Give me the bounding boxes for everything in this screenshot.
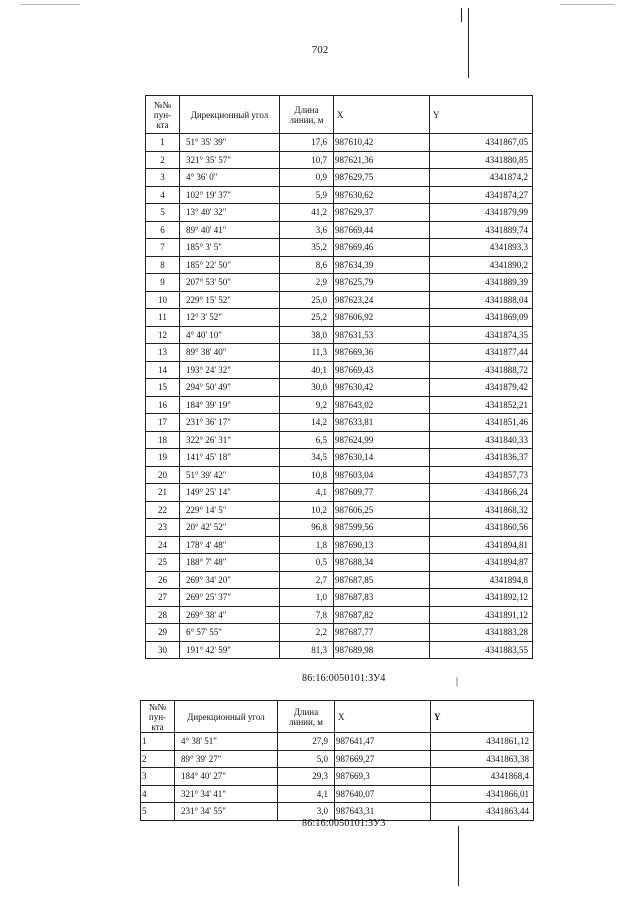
line-length-cell: 14,2 [280, 414, 334, 432]
line-length-cell: 10,2 [280, 501, 334, 519]
y-coordinate-cell: 4341869,09 [430, 309, 533, 327]
table-row [146, 379, 533, 397]
line-length-cell: 2,7 [280, 571, 334, 589]
header-y: Y [431, 701, 534, 733]
x-coordinate-cell: 987630,14 [334, 449, 430, 467]
point-number-cell: 1 [146, 134, 180, 152]
direction-angle-cell: 185° 22' 50" [180, 256, 280, 274]
y-coordinate-cell: 4341874,2 [430, 169, 533, 187]
direction-angle-cell: 102° 19' 37" [180, 186, 280, 204]
table-row [146, 624, 533, 642]
x-coordinate-cell: 987634,39 [334, 256, 430, 274]
line-length-cell: 0,9 [280, 169, 334, 187]
table-row [146, 554, 533, 572]
line-length-cell: 4,1 [278, 785, 335, 803]
line-length-cell: 5,0 [278, 750, 335, 768]
direction-angle-cell: 149° 25' 14" [180, 484, 280, 502]
line-length-cell: 7,8 [280, 606, 334, 624]
x-coordinate-cell: 987599,56 [334, 519, 430, 537]
line-length-cell: 25,2 [280, 309, 334, 327]
line-length-cell: 3,6 [280, 221, 334, 239]
tick-mark: | [456, 676, 459, 687]
direction-angle-cell: 229° 15' 52" [180, 291, 280, 309]
point-number-cell: 25 [146, 554, 180, 572]
point-number-cell: 11 [146, 309, 180, 327]
y-coordinate-cell: 4341893,3 [430, 239, 533, 257]
x-coordinate-cell: 987669,44 [334, 221, 430, 239]
direction-angle-cell: 188° 7' 48" [180, 554, 280, 572]
y-coordinate-cell: 4341894,81 [430, 536, 533, 554]
x-coordinate-cell: 987687,83 [334, 589, 430, 607]
table-row [146, 396, 533, 414]
x-coordinate-cell: 987669,27 [335, 750, 431, 768]
x-coordinate-cell: 987606,25 [334, 501, 430, 519]
direction-angle-cell: 184° 39' 19" [180, 396, 280, 414]
direction-angle-cell: 269° 25' 37" [180, 589, 280, 607]
point-number-cell: 16 [146, 396, 180, 414]
point-number-cell: 1 [141, 733, 175, 751]
table-row [146, 239, 533, 257]
scan-artifact-top-right [560, 4, 615, 5]
y-coordinate-cell: 4341888,72 [430, 361, 533, 379]
direction-angle-cell: 6° 57' 55" [180, 624, 280, 642]
table-header-row [141, 701, 534, 733]
coordinates-table-zu3 [140, 700, 534, 821]
point-number-cell: 18 [146, 431, 180, 449]
y-coordinate-cell: 4341863,44 [431, 803, 534, 821]
line-length-cell: 38,0 [280, 326, 334, 344]
table-row [146, 344, 533, 362]
direction-angle-cell: 321° 35' 57" [180, 151, 280, 169]
table-row [146, 326, 533, 344]
x-coordinate-cell: 987630,42 [334, 379, 430, 397]
table-row [141, 785, 534, 803]
x-coordinate-cell: 987609,77 [334, 484, 430, 502]
direction-angle-cell: 229° 14' 5" [180, 501, 280, 519]
direction-angle-cell: 294° 50' 49" [180, 379, 280, 397]
direction-angle-cell: 89° 38' 40" [180, 344, 280, 362]
table-row [146, 221, 533, 239]
direction-angle-cell: 269° 34' 20" [180, 571, 280, 589]
direction-angle-cell: 269° 38' 4" [180, 606, 280, 624]
table-row [146, 484, 533, 502]
x-coordinate-cell: 987631,53 [334, 326, 430, 344]
table-row [146, 361, 533, 379]
header-direction-angle: Дирекционный угол [180, 96, 280, 134]
table-row [146, 606, 533, 624]
x-coordinate-cell: 987687,85 [334, 571, 430, 589]
point-number-cell: 4 [141, 785, 175, 803]
table-row [146, 204, 533, 222]
point-number-cell: 2 [146, 151, 180, 169]
table-row [146, 309, 533, 327]
line-length-cell: 29,3 [278, 768, 335, 786]
point-number-cell: 15 [146, 379, 180, 397]
x-coordinate-cell: 987623,24 [334, 291, 430, 309]
point-number-cell: 6 [146, 221, 180, 239]
direction-angle-cell: 4° 36' 0" [180, 169, 280, 187]
direction-angle-cell: 51° 35' 39" [180, 134, 280, 152]
line-length-cell: 1,8 [280, 536, 334, 554]
table-row [146, 291, 533, 309]
y-coordinate-cell: 4341866,24 [430, 484, 533, 502]
header-line-length: Длина линии, м [278, 701, 335, 733]
header-point-number: №№ пун-кта [141, 701, 175, 733]
line-length-cell: 11,3 [280, 344, 334, 362]
direction-angle-cell: 207° 53' 50" [180, 274, 280, 292]
scan-artifact-top-left [20, 4, 80, 5]
x-coordinate-cell: 987689,98 [334, 641, 430, 659]
margin-line-top-2 [461, 8, 462, 22]
y-coordinate-cell: 4341866,01 [431, 785, 534, 803]
line-length-cell: 30,0 [280, 379, 334, 397]
x-coordinate-cell: 987621,36 [334, 151, 430, 169]
x-coordinate-cell: 987669,36 [334, 344, 430, 362]
line-length-cell: 27,9 [278, 733, 335, 751]
line-length-cell: 10,8 [280, 466, 334, 484]
table-row [146, 186, 533, 204]
header-line-length: Длина линии, м [280, 96, 334, 134]
x-coordinate-cell: 987643,02 [334, 396, 430, 414]
table-row [146, 641, 533, 659]
y-coordinate-cell: 4341889,39 [430, 274, 533, 292]
y-coordinate-cell: 4341836,37 [430, 449, 533, 467]
line-length-cell: 34,5 [280, 449, 334, 467]
direction-angle-cell: 185° 3' 5" [180, 239, 280, 257]
y-coordinate-cell: 4341879,99 [430, 204, 533, 222]
direction-angle-cell: 4° 38' 51" [175, 733, 278, 751]
y-coordinate-cell: 4341861,12 [431, 733, 534, 751]
point-number-cell: 17 [146, 414, 180, 432]
x-coordinate-cell: 987610,42 [334, 134, 430, 152]
direction-angle-cell: 13° 40' 32" [180, 204, 280, 222]
line-length-cell: 2,2 [280, 624, 334, 642]
header-direction-angle: Дирекционный угол [175, 701, 278, 733]
x-coordinate-cell: 987690,13 [334, 536, 430, 554]
x-coordinate-cell: 987643,31 [335, 803, 431, 821]
table-row [146, 589, 533, 607]
table-row [146, 536, 533, 554]
x-coordinate-cell: 987687,77 [334, 624, 430, 642]
direction-angle-cell: 191° 42' 59" [180, 641, 280, 659]
point-number-cell: 14 [146, 361, 180, 379]
table-row [146, 151, 533, 169]
table-row [146, 501, 533, 519]
line-length-cell: 9,2 [280, 396, 334, 414]
x-coordinate-cell: 987625,79 [334, 274, 430, 292]
table-header-row [146, 96, 533, 134]
point-number-cell: 29 [146, 624, 180, 642]
line-length-cell: 10,7 [280, 151, 334, 169]
point-number-cell: 8 [146, 256, 180, 274]
header-y: Y [430, 96, 533, 134]
direction-angle-cell: 20° 42' 52" [180, 519, 280, 537]
point-number-cell: 28 [146, 606, 180, 624]
y-coordinate-cell: 4341892,12 [430, 589, 533, 607]
y-coordinate-cell: 4341883,55 [430, 641, 533, 659]
y-coordinate-cell: 4341879,42 [430, 379, 533, 397]
point-number-cell: 9 [146, 274, 180, 292]
direction-angle-cell: 4° 40' 10" [180, 326, 280, 344]
line-length-cell: 96,8 [280, 519, 334, 537]
x-coordinate-cell: 987669,46 [334, 239, 430, 257]
direction-angle-cell: 141° 45' 18" [180, 449, 280, 467]
direction-angle-cell: 51° 39' 42" [180, 466, 280, 484]
y-coordinate-cell: 4341894,87 [430, 554, 533, 572]
coordinates-table-zu4 [145, 95, 533, 659]
point-number-cell: 22 [146, 501, 180, 519]
point-number-cell: 23 [146, 519, 180, 537]
y-coordinate-cell: 4341851,46 [430, 414, 533, 432]
y-coordinate-cell: 4341874,35 [430, 326, 533, 344]
table-row [146, 431, 533, 449]
point-number-cell: 19 [146, 449, 180, 467]
x-coordinate-cell: 987688,34 [334, 554, 430, 572]
table-row [141, 750, 534, 768]
table-row [146, 134, 533, 152]
page-number: 702 [311, 44, 329, 56]
direction-angle-cell: 321° 34' 41" [175, 785, 278, 803]
y-coordinate-cell: 4341852,21 [430, 396, 533, 414]
point-number-cell: 27 [146, 589, 180, 607]
table-row [141, 768, 534, 786]
direction-angle-cell: 89° 39' 27" [175, 750, 278, 768]
table-row [146, 519, 533, 537]
point-number-cell: 30 [146, 641, 180, 659]
direction-angle-cell: 193° 24' 32" [180, 361, 280, 379]
line-length-cell: 0,5 [280, 554, 334, 572]
line-length-cell: 25,0 [280, 291, 334, 309]
x-coordinate-cell: 987603,04 [334, 466, 430, 484]
header-point-number: №№ пун-кта [146, 96, 180, 134]
x-coordinate-cell: 987640,07 [335, 785, 431, 803]
point-number-cell: 13 [146, 344, 180, 362]
line-length-cell: 17,6 [280, 134, 334, 152]
y-coordinate-cell: 4341840,33 [430, 431, 533, 449]
x-coordinate-cell: 987629,75 [334, 169, 430, 187]
table-row [146, 256, 533, 274]
x-coordinate-cell: 987629,37 [334, 204, 430, 222]
y-coordinate-cell: 4341874,27 [430, 186, 533, 204]
cadastral-label-zu3: 86:16:0050101:ЗУ3 [302, 818, 386, 829]
cadastral-label-zu4: 86:16:0050101:ЗУ4 [302, 673, 386, 684]
point-number-cell: 26 [146, 571, 180, 589]
direction-angle-cell: 89° 40' 41" [180, 221, 280, 239]
point-number-cell: 12 [146, 326, 180, 344]
point-number-cell: 5 [146, 204, 180, 222]
y-coordinate-cell: 4341868,4 [431, 768, 534, 786]
direction-angle-cell: 322° 26' 31" [180, 431, 280, 449]
line-length-cell: 8,6 [280, 256, 334, 274]
point-number-cell: 21 [146, 484, 180, 502]
direction-angle-cell: 178° 4' 48" [180, 536, 280, 554]
y-coordinate-cell: 4341894,8 [430, 571, 533, 589]
point-number-cell: 4 [146, 186, 180, 204]
point-number-cell: 24 [146, 536, 180, 554]
point-number-cell: 5 [141, 803, 175, 821]
y-coordinate-cell: 4341889,74 [430, 221, 533, 239]
direction-angle-cell: 231° 34' 55" [175, 803, 278, 821]
table-row [141, 733, 534, 751]
line-length-cell: 3,0 [278, 803, 335, 821]
direction-angle-cell: 12° 3' 52" [180, 309, 280, 327]
x-coordinate-cell: 987641,47 [335, 733, 431, 751]
y-coordinate-cell: 4341867,05 [430, 134, 533, 152]
x-coordinate-cell: 987687,82 [334, 606, 430, 624]
table-row [146, 274, 533, 292]
y-coordinate-cell: 4341877,44 [430, 344, 533, 362]
direction-angle-cell: 231° 36' 17" [180, 414, 280, 432]
margin-line-bottom [458, 826, 459, 886]
table-row [146, 169, 533, 187]
y-coordinate-cell: 4341890,2 [430, 256, 533, 274]
x-coordinate-cell: 987624,99 [334, 431, 430, 449]
header-x: X [334, 96, 430, 134]
line-length-cell: 1,0 [280, 589, 334, 607]
y-coordinate-cell: 4341891,12 [430, 606, 533, 624]
line-length-cell: 6,5 [280, 431, 334, 449]
direction-angle-cell: 184° 40' 27" [175, 768, 278, 786]
point-number-cell: 7 [146, 239, 180, 257]
line-length-cell: 41,2 [280, 204, 334, 222]
y-coordinate-cell: 4341868,32 [430, 501, 533, 519]
line-length-cell: 40,1 [280, 361, 334, 379]
line-length-cell: 5,9 [280, 186, 334, 204]
table-row [146, 466, 533, 484]
table-row [146, 414, 533, 432]
x-coordinate-cell: 987669,43 [334, 361, 430, 379]
point-number-cell: 3 [146, 169, 180, 187]
point-number-cell: 10 [146, 291, 180, 309]
x-coordinate-cell: 987630,62 [334, 186, 430, 204]
point-number-cell: 3 [141, 768, 175, 786]
x-coordinate-cell: 987606,92 [334, 309, 430, 327]
y-coordinate-cell: 4341857,73 [430, 466, 533, 484]
y-coordinate-cell: 4341863,38 [431, 750, 534, 768]
margin-line-top [468, 8, 469, 78]
line-length-cell: 2,9 [280, 274, 334, 292]
point-number-cell: 2 [141, 750, 175, 768]
header-x: X [335, 701, 431, 733]
y-coordinate-cell: 4341883,28 [430, 624, 533, 642]
x-coordinate-cell: 987633,81 [334, 414, 430, 432]
y-coordinate-cell: 4341888,04 [430, 291, 533, 309]
x-coordinate-cell: 987669,3 [335, 768, 431, 786]
line-length-cell: 81,3 [280, 641, 334, 659]
y-coordinate-cell: 4341880,85 [430, 151, 533, 169]
table-row [146, 449, 533, 467]
table-row [146, 571, 533, 589]
y-coordinate-cell: 4341860,56 [430, 519, 533, 537]
line-length-cell: 4,1 [280, 484, 334, 502]
line-length-cell: 35,2 [280, 239, 334, 257]
point-number-cell: 20 [146, 466, 180, 484]
